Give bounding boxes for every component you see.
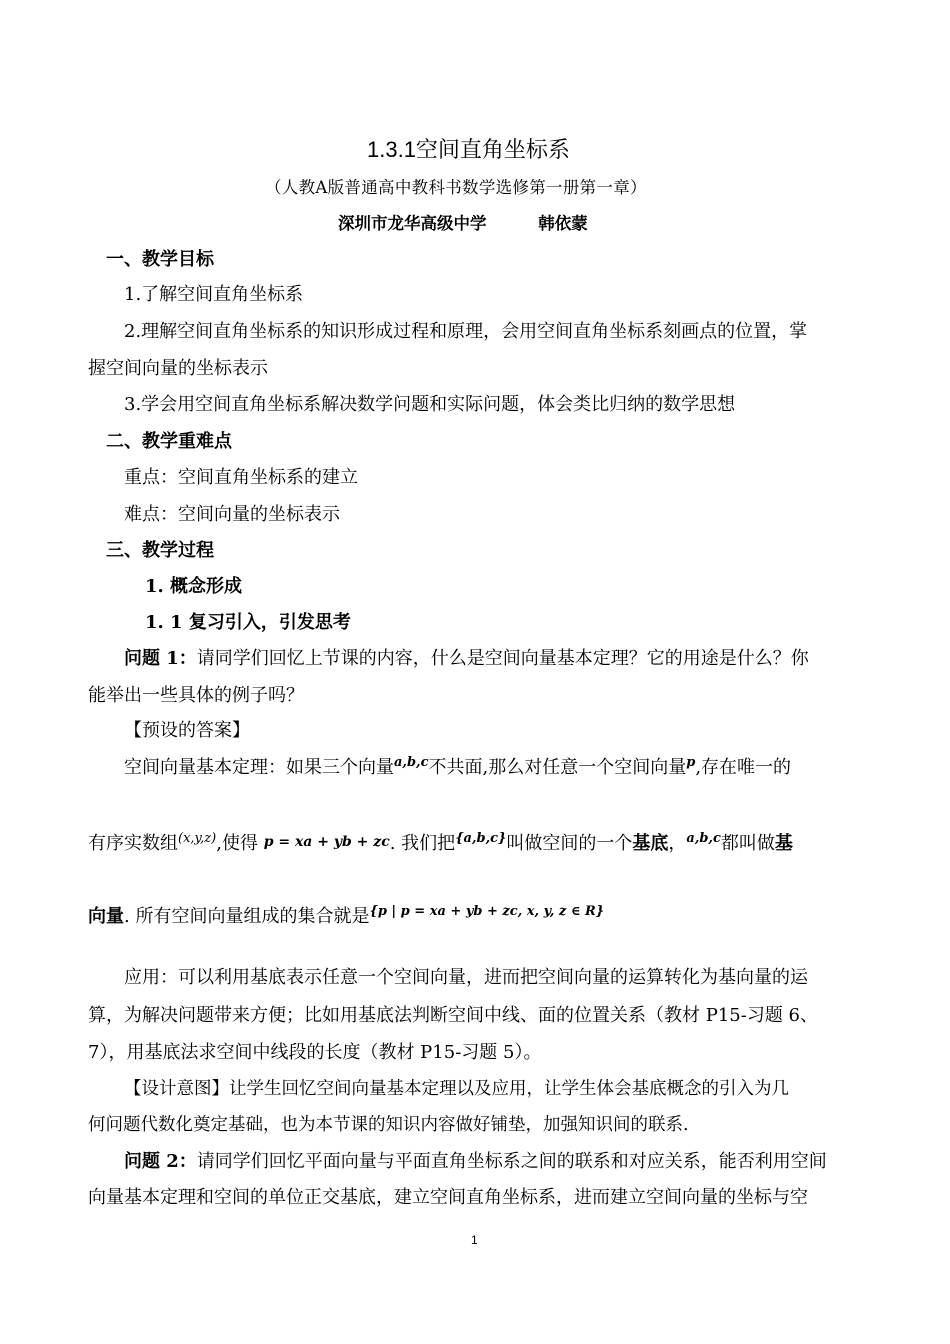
theorem-text-2: 不共面,那么对任意一个空间向量 — [428, 757, 687, 778]
question-1-line-1 — [124, 647, 809, 671]
theorem-text-1: 空间向量基本定理：如果三个向量 — [124, 757, 394, 778]
page-title: 1.3.1空间直角坐标系 — [367, 137, 570, 162]
theorem-line-3 — [88, 905, 604, 931]
math-p: p — [686, 755, 696, 770]
punct-comma: ， — [668, 833, 687, 854]
math-abc: a,b,c — [394, 755, 429, 770]
difficult-point: 难点：空间向量的坐标表示 — [124, 504, 340, 525]
question-1-line-2: 能举出一些具体的例子吗？ — [88, 685, 304, 706]
term-basis-vector-2: 向量 — [88, 906, 124, 927]
theorem-text-5: ,使得 — [216, 833, 258, 854]
goal-1: 1.了解空间直角坐标系 — [124, 284, 304, 305]
section-heading-process: 三、教学过程 — [106, 540, 214, 561]
goal-2-line-1: 2.理解空间直角坐标系的知识形成过程和原理，会用空间直角坐标系刻画点的位置，掌 — [124, 321, 808, 342]
theorem-line-1 — [124, 756, 791, 782]
design-intent-line-2: 何问题代数化奠定基础，也为本节课的知识内容做好铺垫，加强知识间的联系. — [88, 1115, 689, 1135]
subsection-concept: 1. 概念形成 — [145, 576, 243, 597]
school-name: 深圳市龙华高级中学 — [338, 214, 487, 233]
goal-3: 3.学会用空间直角坐标系解决数学问题和实际问题，体会类比归纳的数学思想 — [124, 394, 736, 415]
math-abc-set: {a,b,c} — [455, 831, 507, 846]
question-2-line-1 — [124, 1150, 827, 1174]
theorem-text-7: 叫做空间的一个 — [506, 833, 633, 854]
theorem-text-6: . 我们把 — [389, 833, 456, 854]
subsection-review: 1. 1 复习引入，引发思考 — [145, 612, 351, 633]
application-line-2: 算，为解决问题带来方便；比如用基底法判断空间中线、面的位置关系（教材 P15-习题 6、 — [88, 1005, 818, 1026]
goal-2-line-2: 握空间向量的坐标表示 — [88, 358, 268, 379]
question-1-label: 问题 1： — [124, 648, 197, 669]
preset-answer-label: 【预设的答案】 — [124, 720, 250, 741]
key-point: 重点：空间直角坐标系的建立 — [124, 467, 358, 488]
math-xyz: (x,y,z) — [178, 831, 217, 846]
theorem-text-4: 有序实数组 — [88, 833, 178, 854]
term-basis: 基底 — [632, 833, 669, 854]
author-line — [338, 212, 588, 236]
application-line-3: 7），用基底法求空间中线段的长度（教材 P15-习题 5）。 — [88, 1042, 542, 1063]
math-equation: p = xa + yb + zc — [263, 834, 390, 850]
design-intent-line-1: 【设计意图】让学生回忆空间向量基本定理以及应用，让学生体会基底概念的引入为几 — [124, 1079, 789, 1099]
theorem-text-8: 都叫做 — [720, 833, 775, 854]
theorem-text-3: ,存在唯一的 — [695, 757, 792, 778]
question-2-line-2: 向量基本定理和空间的单位正交基底，建立空间直角坐标系，进而建立空间向量的坐标与空 — [88, 1187, 808, 1208]
author-name: 韩依蒙 — [538, 214, 588, 233]
theorem-line-2 — [88, 832, 793, 858]
application-line-1: 应用：可以利用基底表示任意一个空间向量，进而把空间向量的运算转化为基向量的运 — [124, 967, 808, 988]
question-1-text: 请同学们回忆上节课的内容，什么是空间向量基本定理？它的用途是什么？你 — [196, 648, 809, 669]
subtitle: （人教A版普通高中教科书数学选修第一册第一章） — [265, 178, 647, 197]
math-abc-2: a,b,c — [686, 831, 721, 846]
section-heading-keypoints: 二、教学重难点 — [106, 431, 232, 452]
theorem-text-9: . 所有空间向量组成的集合就是 — [124, 906, 370, 927]
math-set-expression: {p | p = xa + yb + zc, x, y, z ∈ R} — [369, 904, 605, 919]
section-heading-goals: 一、教学目标 — [106, 249, 214, 270]
question-2-label: 问题 2： — [124, 1151, 197, 1172]
term-basis-vector-1: 基 — [774, 833, 793, 854]
page-number: 1 — [471, 1233, 478, 1247]
question-2-text: 请同学们回忆平面向量与平面直角坐标系之间的联系和对应关系，能否利用空间 — [196, 1151, 827, 1172]
